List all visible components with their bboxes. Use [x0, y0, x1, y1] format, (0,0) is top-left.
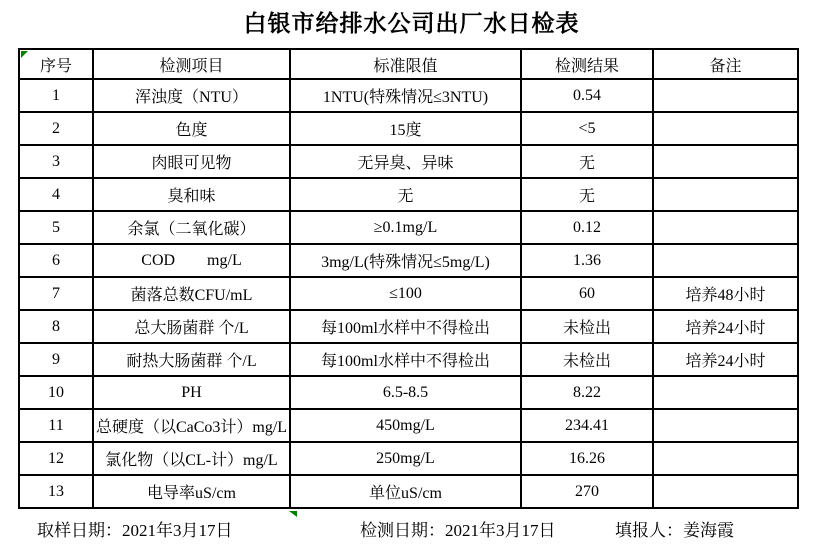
- cell-remark: [653, 112, 798, 145]
- cell-item: COD mg/L: [93, 244, 290, 277]
- cell-item: 总硬度（以CaCo3计）mg/L: [93, 409, 290, 442]
- cell-index: 2: [19, 112, 93, 145]
- cell-standard-limit: 450mg/L: [290, 409, 521, 442]
- table-row: [19, 442, 798, 475]
- reporter: [615, 516, 734, 541]
- cell-standard-limit: 1NTU(特殊情况≤3NTU): [290, 79, 521, 112]
- inspection-table: [18, 48, 799, 509]
- cell-index: 7: [19, 277, 93, 310]
- cell-standard-limit: 15度: [290, 112, 521, 145]
- cell-remark: [653, 475, 798, 508]
- cell-item: 余氯（二氧化碳）: [93, 211, 290, 244]
- cell-index: 12: [19, 442, 93, 475]
- cell-remark: 培养48小时: [653, 277, 798, 310]
- column-header-3: 检测结果: [521, 49, 653, 79]
- table-row: [19, 376, 798, 409]
- cell-remark: [653, 79, 798, 112]
- cell-item: 氯化物（以CL-计）mg/L: [93, 442, 290, 475]
- sampling-date-value: 2021年3月17日: [122, 521, 233, 540]
- cell-remark: [653, 442, 798, 475]
- column-header-0: 序号: [19, 49, 93, 79]
- cell-standard-limit: 6.5-8.5: [290, 376, 521, 409]
- cell-result: 8.22: [521, 376, 653, 409]
- cell-remark: [653, 244, 798, 277]
- cell-index: 4: [19, 178, 93, 211]
- cell-item: PH: [93, 376, 290, 409]
- column-header-4: 备注: [653, 49, 798, 79]
- cell-index: 5: [19, 211, 93, 244]
- cell-result: 未检出: [521, 310, 653, 343]
- cell-remark: [653, 409, 798, 442]
- column-header-2: 标准限值: [290, 49, 521, 79]
- cell-item: 浑浊度（NTU）: [93, 79, 290, 112]
- cell-result: 无: [521, 145, 653, 178]
- cell-standard-limit: 无: [290, 178, 521, 211]
- column-header-1: 检测项目: [93, 49, 290, 79]
- cell-standard-limit: ≥0.1mg/L: [290, 211, 521, 244]
- table-row: [19, 310, 798, 343]
- cell-index: 3: [19, 145, 93, 178]
- reporter-label: 填报人：: [615, 521, 683, 540]
- cell-remark: [653, 145, 798, 178]
- cell-result: 0.54: [521, 79, 653, 112]
- table-header-row: [19, 49, 798, 79]
- cell-remark: [653, 178, 798, 211]
- table-row: [19, 112, 798, 145]
- cell-standard-limit: 每100ml水样中不得检出: [290, 343, 521, 376]
- cell-item: 色度: [93, 112, 290, 145]
- table-row: [19, 178, 798, 211]
- cell-result: <5: [521, 112, 653, 145]
- cell-index: 6: [19, 244, 93, 277]
- reporter-value: 姜海霞: [683, 521, 734, 540]
- table-row: [19, 277, 798, 310]
- cell-item: 耐热大肠菌群 个/L: [93, 343, 290, 376]
- table-row: [19, 475, 798, 508]
- cell-remark: [653, 211, 798, 244]
- table-row: [19, 211, 798, 244]
- page-title: 白银市给排水公司出厂水日检表: [243, 10, 580, 36]
- cell-remark: 培养24小时: [653, 343, 798, 376]
- cell-standard-limit: 3mg/L(特殊情况≤5mg/L): [290, 244, 521, 277]
- sampling-date-label: 取样日期：: [37, 521, 122, 540]
- cell-index: 11: [19, 409, 93, 442]
- cell-result: 无: [521, 178, 653, 211]
- cell-index: 10: [19, 376, 93, 409]
- cell-item: 臭和味: [93, 178, 290, 211]
- table-header: [19, 49, 798, 79]
- cell-index: 9: [19, 343, 93, 376]
- cell-result: 60: [521, 277, 653, 310]
- cell-item: 肉眼可见物: [93, 145, 290, 178]
- testing-date-value: 2021年3月17日: [445, 521, 556, 540]
- testing-date-label: 检测日期：: [360, 521, 445, 540]
- cell-standard-limit: ≤100: [290, 277, 521, 310]
- cell-standard-limit: 250mg/L: [290, 442, 521, 475]
- cell-standard-limit: 每100ml水样中不得检出: [290, 310, 521, 343]
- cell-standard-limit: 无异臭、异味: [290, 145, 521, 178]
- cell-remark: [653, 376, 798, 409]
- cell-item: 总大肠菌群 个/L: [93, 310, 290, 343]
- table-row: [19, 244, 798, 277]
- cell-standard-limit: 单位uS/cm: [290, 475, 521, 508]
- cell-result: 16.26: [521, 442, 653, 475]
- cell-index: 8: [19, 310, 93, 343]
- cell-result: 1.36: [521, 244, 653, 277]
- testing-date: [360, 516, 556, 541]
- cell-result: 234.41: [521, 409, 653, 442]
- excel-boundary-flag-icon: [289, 511, 297, 517]
- cell-item: 菌落总数CFU/mL: [93, 277, 290, 310]
- cell-result: 0.12: [521, 211, 653, 244]
- table-row: [19, 79, 798, 112]
- cell-result: 270: [521, 475, 653, 508]
- table-row: [19, 343, 798, 376]
- cell-index: 1: [19, 79, 93, 112]
- cell-remark: 培养24小时: [653, 310, 798, 343]
- table-row: [19, 145, 798, 178]
- table-row: [19, 409, 798, 442]
- sampling-date: [37, 516, 233, 541]
- cell-item: 电导率uS/cm: [93, 475, 290, 508]
- cell-index: 13: [19, 475, 93, 508]
- table-body: [19, 79, 798, 508]
- cell-result: 未检出: [521, 343, 653, 376]
